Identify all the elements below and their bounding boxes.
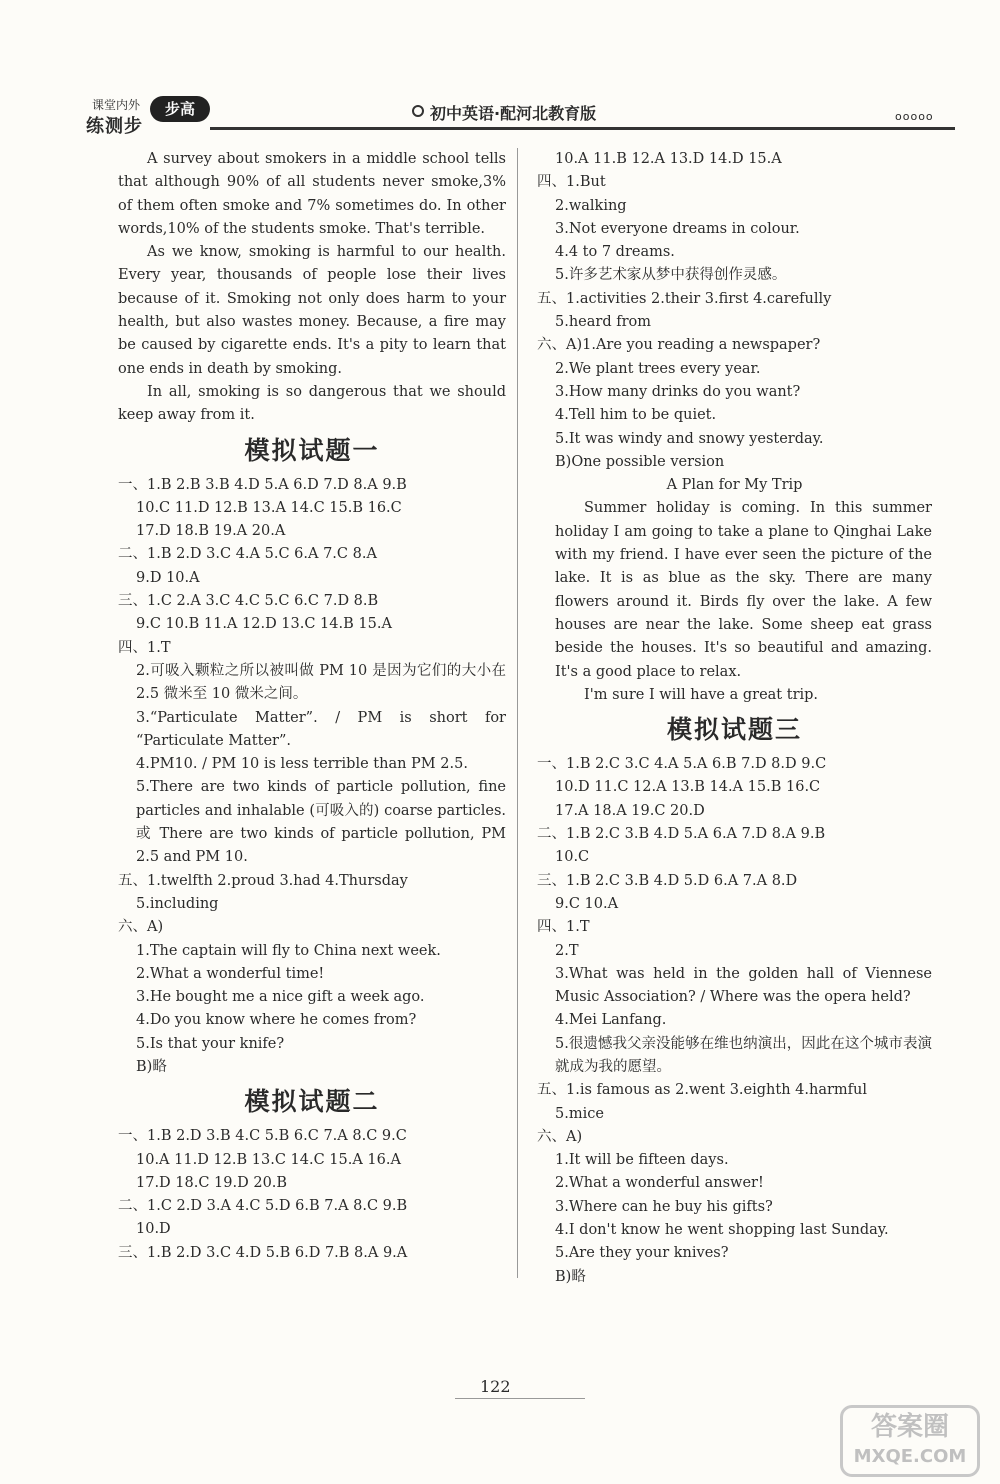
answer-line: 5.许多艺术家从梦中获得创作灵感。 bbox=[555, 267, 787, 284]
answer-line: 5.Is that your knife? bbox=[136, 1035, 285, 1052]
answer-line: 1.It will be fifteen days. bbox=[555, 1152, 729, 1169]
answer-line: 3.What was held in the golden hall of Viennese Music Association? / Where was the opera held? bbox=[555, 965, 932, 1006]
answer-line: 三、1.C 2.A 3.C 4.C 5.C 6.C 7.D 8.B bbox=[118, 593, 379, 610]
answer-line: 5.mice bbox=[555, 1105, 604, 1122]
answer-line: 二、1.B 2.D 3.C 4.A 5.C 6.A 7.C 8.A bbox=[118, 546, 377, 563]
answer-line: 五、1.twelfth 2.proud 3.had 4.Thursday bbox=[118, 872, 408, 889]
watermark-logo bbox=[840, 1405, 980, 1477]
answer-line: 10.D 11.C 12.A 13.B 14.A 15.B 16.C bbox=[555, 779, 821, 796]
answer-line: 9.D 10.A bbox=[136, 569, 200, 586]
answer-line: 五、1.activities 2.their 3.first 4.carefully bbox=[537, 290, 832, 307]
answer-line: 9.C 10.B 11.A 12.D 13.C 14.B 15.A bbox=[136, 616, 392, 633]
answer-line: 5.heard from bbox=[555, 314, 651, 331]
answer-line: 5.including bbox=[136, 895, 219, 912]
answer-line: 2.What a wonderful answer! bbox=[555, 1175, 764, 1192]
answer-line: B)One possible version bbox=[555, 453, 725, 470]
answer-line: 5.Are they your knives? bbox=[555, 1245, 729, 1262]
answer-line: 10.A 11.B 12.A 13.D 14.D 15.A bbox=[555, 151, 782, 167]
answer-line: B)略 bbox=[555, 1268, 586, 1285]
answer-line: 17.D 18.B 19.A 20.A bbox=[136, 523, 286, 540]
watermark-url: MXQE.COM bbox=[853, 1446, 967, 1467]
page-header bbox=[0, 0, 1000, 140]
brand-title: 练测步 bbox=[86, 116, 143, 137]
answer-line: 4.Do you know where he comes from? bbox=[136, 1012, 417, 1029]
answer-line: 四、1.T bbox=[118, 639, 171, 656]
answer-line: As we know, smoking is harmful to our health. Every year, thousands of people lose their lives because of it. Smoking not only does harm to your health, but also wastes money. Because, a fire may be caused by cigarette ends. It's a pity to learn that one ends in death by smoking. bbox=[118, 244, 506, 377]
answer-line: 3.“Particulate Matter”. / PM is short for “Particulate Matter”. bbox=[136, 709, 506, 749]
answer-line: B)略 bbox=[136, 1058, 167, 1075]
answer-line: 3.He bought me a nice gift a week ago. bbox=[136, 989, 425, 1006]
answer-line: 2.T bbox=[555, 942, 579, 959]
brand-subtitle: 课堂内外 bbox=[92, 98, 141, 112]
section-heading: 模拟试题二 bbox=[244, 1087, 380, 1117]
left-column bbox=[118, 148, 506, 1265]
answer-line: 二、1.C 2.D 3.A 4.C 5.D 6.B 7.A 8.C 9.B bbox=[118, 1198, 408, 1215]
answer-line: 六、A) bbox=[537, 1128, 583, 1145]
answer-line: 一、1.B 2.B 3.B 4.D 5.A 6.D 7.D 8.A 9.B bbox=[118, 476, 407, 493]
answer-line: 一、1.B 2.D 3.B 4.C 5.B 6.C 7.A 8.C 9.C bbox=[118, 1128, 407, 1145]
answer-line: 17.D 18.C 19.D 20.B bbox=[136, 1174, 288, 1191]
answer-line: 一、1.B 2.C 3.C 4.A 5.A 6.B 7.D 8.D 9.C bbox=[537, 756, 827, 773]
answer-line: 10.D bbox=[136, 1221, 171, 1238]
answer-line: 2.可吸入颗粒之所以被叫做 PM 10 是因为它们的大小在 2.5 微米至 10 微米之间。 bbox=[136, 662, 506, 703]
watermark-text: 答案圈 bbox=[870, 1412, 949, 1442]
answer-line: In all, smoking is so dangerous that we should keep away from it. bbox=[118, 383, 506, 424]
right-column bbox=[537, 148, 932, 1289]
series-title: 初中英语·配河北教育版 bbox=[430, 104, 597, 123]
answer-line: 2.What a wonderful time! bbox=[136, 965, 325, 982]
column-divider bbox=[517, 148, 518, 1278]
answer-line: 二、1.B 2.C 3.B 4.D 5.A 6.A 7.D 8.A 9.B bbox=[537, 826, 826, 843]
section-heading: 模拟试题三 bbox=[666, 715, 802, 745]
page-number: 122 bbox=[480, 1377, 511, 1396]
answer-line: 4.Tell him to be quiet. bbox=[555, 407, 717, 424]
answer-line: 4.PM10. / PM 10 is less terrible than PM 2.5. bbox=[136, 756, 468, 773]
answer-line: 三、1.B 2.D 3.C 4.D 5.B 6.D 7.B 8.A 9.A bbox=[118, 1244, 408, 1261]
answer-line: A Plan for My Trip bbox=[666, 477, 803, 494]
answer-line: 六、A) bbox=[118, 919, 164, 936]
answer-line: 5.There are two kinds of particle pollution, fine particles and inhalable (可吸入的) coarse particles. 或 There are two kinds of particle pollution, PM 2.5 and PM 10. bbox=[136, 779, 506, 866]
answer-line: 3.Where can he buy his gifts? bbox=[555, 1198, 773, 1215]
answer-line: 3.Not everyone dreams in colour. bbox=[555, 220, 800, 237]
answer-line: 2.walking bbox=[555, 197, 627, 214]
footer-rule bbox=[455, 1398, 585, 1399]
answer-line: 4.Mei Lanfang. bbox=[555, 1012, 667, 1029]
answer-line: 5.很遗憾我父亲没能够在维也纳演出，因此在这个城市表演就成为我的愿望。 bbox=[555, 1035, 932, 1075]
answer-line: 1.The captain will fly to China next week. bbox=[136, 942, 441, 959]
answer-line: 17.A 18.A 19.C 20.D bbox=[555, 802, 705, 819]
series-dot-icon bbox=[412, 105, 424, 117]
answer-line: 四、1.T bbox=[537, 919, 590, 936]
section-heading: 模拟试题一 bbox=[244, 435, 380, 465]
header-rule bbox=[210, 127, 955, 130]
answer-line: 10.C bbox=[555, 849, 590, 866]
answer-line: I'm sure I will have a great trip. bbox=[584, 686, 819, 703]
answer-line: A survey about smokers in a middle school tells that although 90% of all students never smoke,3% of them often smoke and 7% sometimes do. In other words,10% of the students smoke. That's terrible. bbox=[118, 151, 506, 237]
brand-badge: 步高 bbox=[150, 96, 210, 122]
answer-line: 三、1.B 2.C 3.B 4.D 5.D 6.A 7.A 8.D bbox=[537, 872, 798, 889]
answer-line: 5.It was windy and snowy yesterday. bbox=[555, 430, 824, 447]
answer-line: 六、A)1.Are you reading a newspaper? bbox=[537, 337, 821, 354]
answer-line: 4.4 to 7 dreams. bbox=[555, 244, 675, 261]
answer-line: 4.I don't know he went shopping last Sunday. bbox=[555, 1222, 889, 1239]
answer-line: 3.How many drinks do you want? bbox=[555, 383, 801, 400]
decorative-dots: ooooo bbox=[895, 110, 934, 123]
answer-line: 2.We plant trees every year. bbox=[555, 360, 761, 377]
answer-line: 9.C 10.A bbox=[555, 895, 619, 912]
answer-line: 10.A 11.D 12.B 13.C 14.C 15.A 16.A bbox=[136, 1151, 401, 1168]
answer-line: 五、1.is famous as 2.went 3.eighth 4.harmful bbox=[537, 1082, 867, 1099]
answer-line: Summer holiday is coming. In this summer holiday I am going to take a plane to Qinghai Lake with my friend. I have ever seen the picture of the lake. It is as blue as the sky. There are many flowers around it. Birds fly over the lake. A few houses are near the lake. Some sheep eat grass beside the houses. It's so beautiful and amazing. It's a good place to relax. bbox=[555, 500, 932, 680]
answer-line: 10.C 11.D 12.B 13.A 14.C 15.B 16.C bbox=[136, 499, 402, 516]
answer-line: 四、1.But bbox=[537, 174, 606, 191]
